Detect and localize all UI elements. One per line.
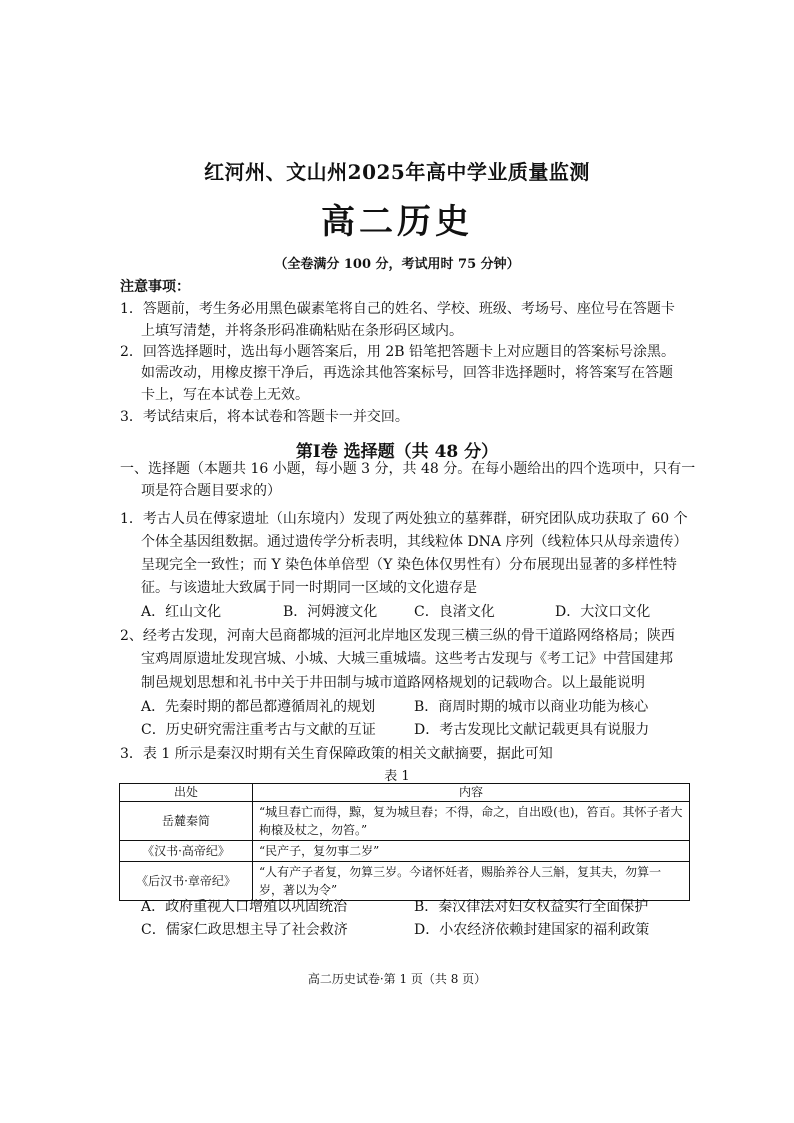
notice-line: 3．考试结束后，将本试卷和答题卡一并交回。 [120, 409, 409, 425]
q1-option-a: A．红山文化 [141, 604, 222, 620]
policy-table [119, 783, 690, 901]
q2-option-c: C．历史研究需注重考古与文献的互证 [141, 722, 376, 738]
q3-stem: 3．表 1 所示是秦汉时期有关生育保障政策的相关文献摘要，据此可知 [120, 746, 553, 762]
table-cell-content: “民产子，复勿事二岁” [253, 841, 690, 862]
section-instruction: 一、选择题（本题共 16 小题，每小题 3 分，共 48 分。在每小题给出的四个选项中，只有一 [120, 461, 696, 477]
table-row [120, 862, 690, 901]
exam-title: 红河州、文山州2025年高中学业质量监测 [204, 160, 590, 184]
q1-stem-line: 征。与该遗址大致属于同一时期同一区域的文化遗存是 [141, 580, 477, 596]
q3-option-b: B．秦汉律法对妇女权益实行全面保护 [414, 899, 649, 915]
q2-stem-line: 宝鸡周原遗址发现宫城、小城、大城三重城墙。这些考古发现与《考工记》中营国建邦 [141, 651, 673, 667]
table-header-content: 内容 [253, 784, 690, 802]
q3-option-d: D．小农经济依赖封建国家的福利政策 [414, 922, 650, 938]
q1-option-d: D．大汶口文化 [555, 604, 651, 620]
notice-line: 1．答题前，考生务必用黑色碳素笔将自己的姓名、学校、班级、考场号、座位号在答题卡 [120, 301, 675, 317]
q1-option-c: C．良渚文化 [414, 604, 495, 620]
q1-stem-line: 个体全基因组数据。通过遗传学分析表明，其线粒体 DNA 序列（线粒体只从母亲遗传） [141, 534, 688, 550]
notice-line: 如需改动，用橡皮擦干净后，再选涂其他答案标号，回答非选择题时，将答案写在答题 [141, 365, 673, 381]
page-footer: 高二历史试卷·第 1 页（共 8 页） [307, 972, 487, 986]
exam-subtitle: （全卷满分 100 分，考试用时 75 分钟） [274, 257, 520, 272]
table-cell-source: 岳麓秦简 [120, 802, 253, 841]
q3-option-a: A．政府重视人口增殖以巩固统治 [141, 899, 348, 915]
table-row [120, 841, 690, 862]
subject-title: 高二历史 [321, 202, 473, 242]
table-cell-content: “城旦舂亡而得，黥，复为城旦舂；不得，命之，自出殴(也)，笞百。其怀子者大枸榱及杖之，勿笞。” [253, 802, 690, 841]
q2-stem-line: 2、经考古发现，河南大邑商都城的洹河北岸地区发现三横三纵的骨干道路网络格局；陕西 [120, 628, 675, 644]
q2-option-d: D．考古发现比文献记载更具有说服力 [414, 722, 650, 738]
table-row [120, 802, 690, 841]
table-cell-content: “人有产子者复，勿算三岁。今诸怀妊者，赐胎养谷人三斛，复其夫，勿算一岁，著以为令” [253, 862, 690, 901]
notice-line: 2．回答选择题时，选出每小题答案后，用 2B 铅笔把答题卡上对应题目的答案标号涂黑。 [120, 344, 676, 360]
section-title: 第Ⅰ卷 选择题（共 48 分） [295, 442, 499, 462]
q2-option-a: A．先秦时期的都邑都遵循周礼的规划 [141, 699, 376, 715]
table-header-source: 出处 [120, 784, 253, 802]
table-header-row [120, 784, 690, 802]
notice-line: 卡上，写在本试卷上无效。 [141, 387, 309, 403]
q2-stem-line: 制邑规划思想和礼书中关于井田制与城市道路网格规划的记载吻合。以上最能说明 [141, 675, 645, 691]
q1-stem-line: 呈现完全一致性；而 Y 染色体单倍型（Y 染色体仅男性有）分布展现出显著的多样性特 [141, 557, 677, 573]
table-caption: 表 1 [384, 769, 410, 784]
q1-stem-line: 1．考古人员在傅家遗址（山东境内）发现了两处独立的墓葬群，研究团队成功获取了 60 个 [120, 511, 688, 527]
q3-option-c: C．儒家仁政思想主导了社会救济 [141, 922, 348, 938]
table-cell-source: 《后汉书·章帝纪》 [120, 862, 253, 901]
notice-heading: 注意事项： [120, 279, 190, 295]
notice-line: 上填写清楚，并将条形码准确粘贴在条形码区域内。 [141, 323, 463, 339]
q2-option-b: B．商周时期的城市以商业功能为核心 [414, 699, 649, 715]
table-cell-source: 《汉书·高帝纪》 [120, 841, 253, 862]
q1-option-b: B．河姆渡文化 [283, 604, 378, 620]
section-instruction: 项是符合题目要求的） [141, 483, 281, 499]
